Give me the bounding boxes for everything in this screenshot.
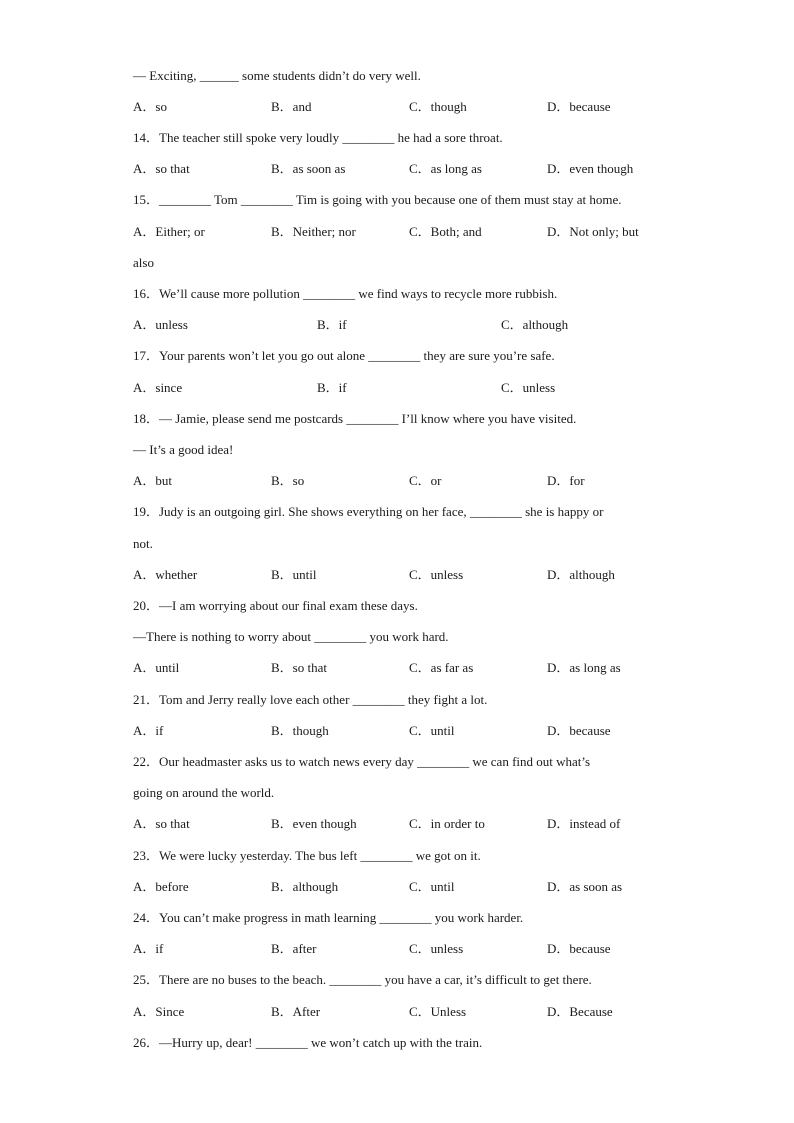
question-20-reply: —There is nothing to worry about ________ you work hard. <box>133 629 449 644</box>
option-d: D．because <box>547 723 611 738</box>
question-26-stem: 26．—Hurry up, dear! ________ we won’t catch up with the train. <box>133 1035 483 1050</box>
question-22-options <box>133 815 733 833</box>
option-c: C．or <box>409 473 442 488</box>
option-a: A．Either; or <box>133 224 205 239</box>
option-d: D．although <box>547 567 615 582</box>
option-b: B．until <box>271 567 317 582</box>
question-17-options <box>133 379 733 397</box>
question-20-options <box>133 659 733 677</box>
option-b: B．even though <box>271 816 357 831</box>
option-c: C．in order to <box>409 816 485 831</box>
option-d: D．because <box>547 941 611 956</box>
question-23-options <box>133 878 733 896</box>
question-14-stem: 14．The teacher still spoke very loudly ________ he had a sore throat. <box>133 130 503 145</box>
question-19-stem: 19．Judy is an outgoing girl. She shows everything on her face, ________ she is happy or <box>133 504 604 519</box>
question-15-option-wrap: also <box>133 255 154 270</box>
option-d: D．instead of <box>547 816 621 831</box>
option-c: C．although <box>501 317 569 332</box>
option-d: D．Not only; but <box>547 224 639 239</box>
option-a: A．Since <box>133 1004 185 1019</box>
option-a: A．but <box>133 473 173 488</box>
option-d: D．even though <box>547 161 634 176</box>
option-b: B．so <box>271 473 305 488</box>
option-a: A．until <box>133 660 180 675</box>
option-c: C．as long as <box>409 161 482 176</box>
option-d: D．for <box>547 473 585 488</box>
option-c: C．as far as <box>409 660 474 675</box>
option-c: C．Both; and <box>409 224 482 239</box>
question-18-stem: 18．— Jamie, please send me postcards ________ I’ll know where you have visited. <box>133 411 577 426</box>
option-b: B．if <box>317 380 347 395</box>
option-d: D．Because <box>547 1004 613 1019</box>
option-b: B．although <box>271 879 339 894</box>
question-13-options <box>133 98 733 116</box>
question-14-options <box>133 160 733 178</box>
option-a: A．if <box>133 723 164 738</box>
option-c: C．unless <box>409 941 464 956</box>
option-b: B．after <box>271 941 317 956</box>
question-19-stem-wrap: not. <box>133 536 153 551</box>
option-a: A．so that <box>133 161 190 176</box>
question-16-options <box>133 316 733 334</box>
option-c: C．until <box>409 879 455 894</box>
option-b: B．Neither; nor <box>271 224 356 239</box>
option-a: A．unless <box>133 317 188 332</box>
question-19-options <box>133 566 733 584</box>
option-a: A．if <box>133 941 164 956</box>
option-b: B．if <box>317 317 347 332</box>
question-22-stem-wrap: going on around the world. <box>133 785 275 800</box>
option-a: A．so that <box>133 816 190 831</box>
option-a: A．since <box>133 380 183 395</box>
option-b: B．so that <box>271 660 327 675</box>
option-c: C．unless <box>409 567 464 582</box>
option-c: C．Unless <box>409 1004 467 1019</box>
option-c: C．unless <box>501 380 556 395</box>
question-18-reply: — It’s a good idea! <box>133 442 234 457</box>
option-c: C．though <box>409 99 467 114</box>
question-18-options <box>133 472 733 490</box>
option-b: B．After <box>271 1004 321 1019</box>
option-c: C．until <box>409 723 455 738</box>
question-25-options <box>133 1003 733 1021</box>
option-b: B．though <box>271 723 329 738</box>
option-b: B．as soon as <box>271 161 346 176</box>
question-17-stem: 17．Your parents won’t let you go out alone ________ they are sure you’re safe. <box>133 348 555 363</box>
option-a: A．whether <box>133 567 198 582</box>
option-d: D．because <box>547 99 611 114</box>
question-21-options <box>133 722 733 740</box>
question-15-options <box>133 223 733 241</box>
question-22-stem: 22．Our headmaster asks us to watch news every day ________ we can find out what’s <box>133 754 591 769</box>
question-24-options <box>133 940 733 958</box>
question-25-stem: 25．There are no buses to the beach. ________ you have a car, it’s difficult to get there. <box>133 972 592 987</box>
option-a: A．before <box>133 879 189 894</box>
option-d: D．as long as <box>547 660 621 675</box>
question-16-stem: 16．We’ll cause more pollution ________ we find ways to recycle more rubbish. <box>133 286 558 301</box>
option-a: A．so <box>133 99 167 114</box>
question-15-stem: 15．________ Tom ________ Tim is going with you because one of them must stay at home. <box>133 192 622 207</box>
question-13-stem-tail: — Exciting, ______ some students didn’t do very well. <box>133 68 421 83</box>
question-23-stem: 23．We were lucky yesterday. The bus left ________ we got on it. <box>133 848 481 863</box>
option-b: B．and <box>271 99 312 114</box>
question-20-stem: 20．—I am worrying about our final exam these days. <box>133 598 418 613</box>
question-24-stem: 24．You can’t make progress in math learning ________ you work harder. <box>133 910 524 925</box>
question-21-stem: 21．Tom and Jerry really love each other ________ they fight a lot. <box>133 692 488 707</box>
option-d: D．as soon as <box>547 879 623 894</box>
